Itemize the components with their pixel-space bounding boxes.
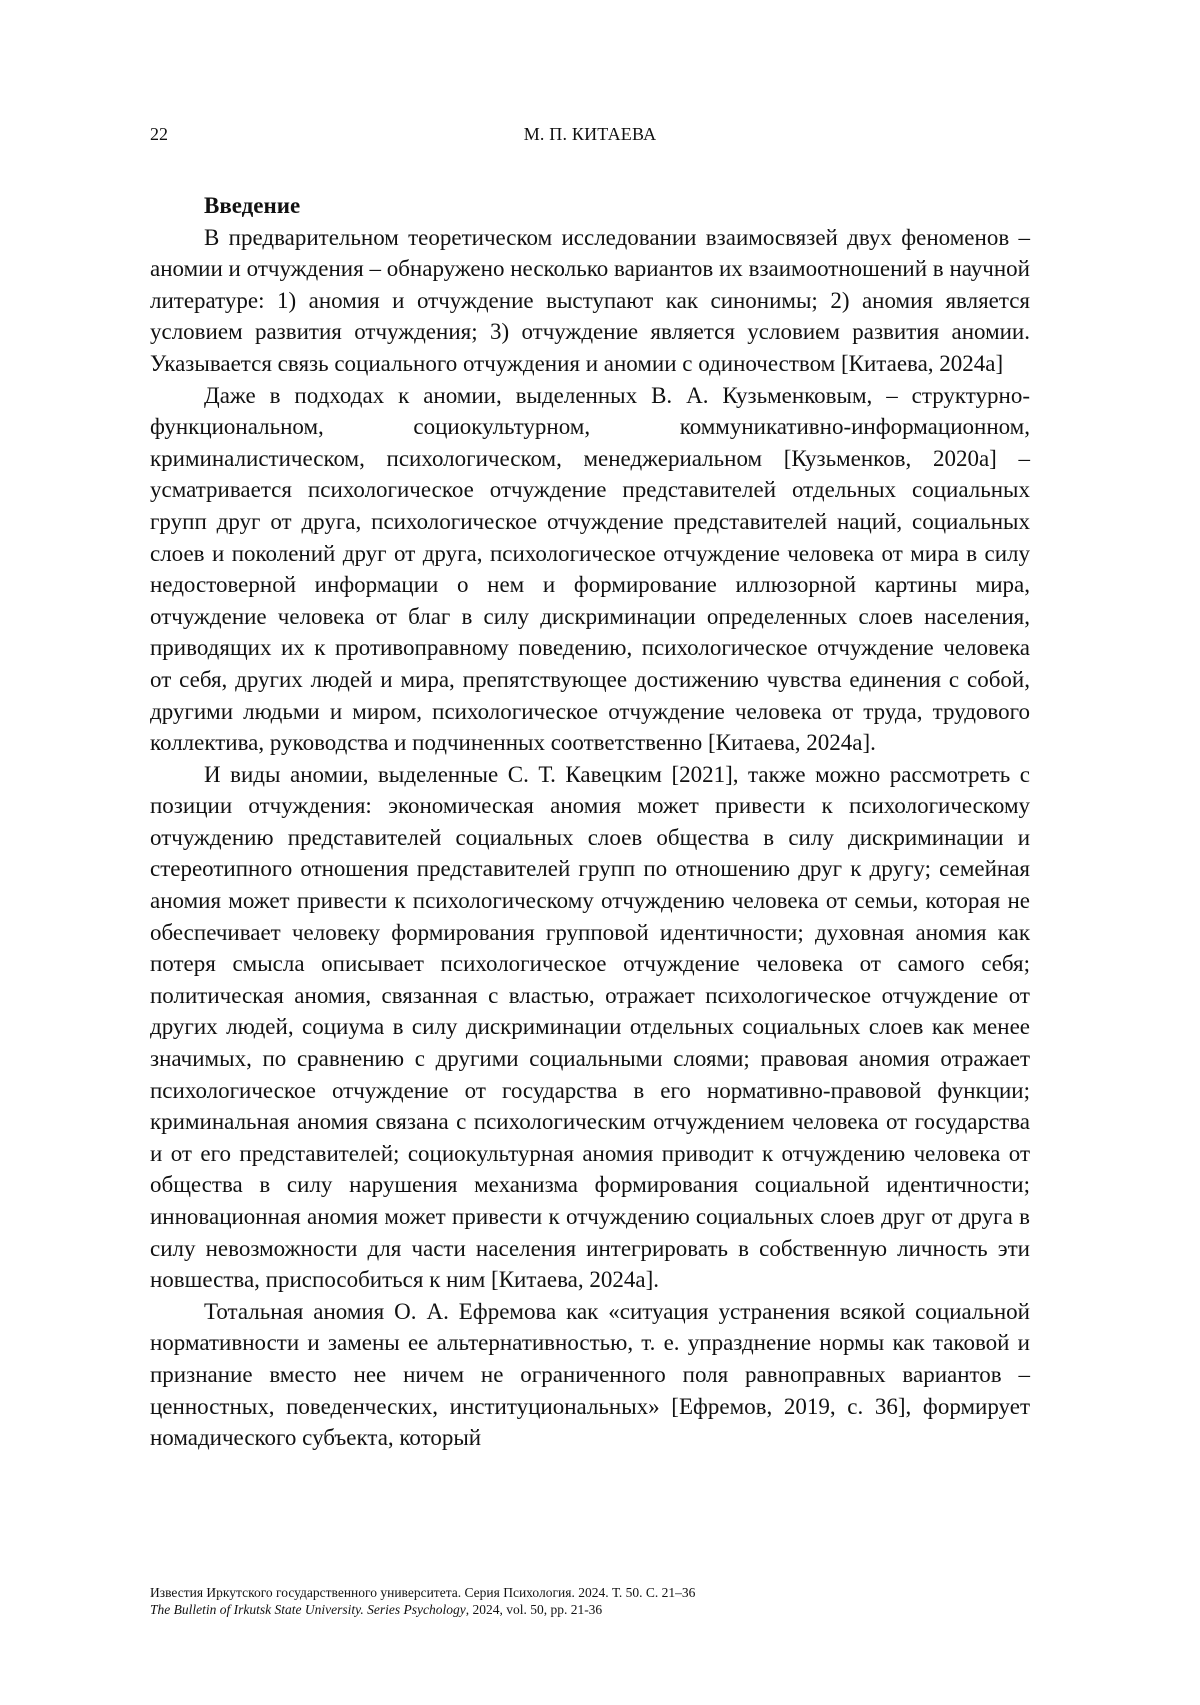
footer-english-details: , 2024, vol. 50, pp. 21-36 — [465, 1602, 603, 1617]
page-number: 22 — [150, 124, 168, 144]
paragraph-3: И виды аномии, выделенные С. Т. Кавецким [2021], также можно рассмотреть с позиции отчуждения: экономическая аномия может привести к психологическому отчуждению представителей социальных слоев общества в силу дискриминации и стереотипного отношения представителей групп по отношению друг к другу; семейная аномия может привести к психологическому отчуждению человека от семьи, которая не обеспечивает человеку формирования групповой идентичности; духовная аномия как потеря смысла описывает психологическое отчуждение человека от самого себя; политическая аномия, связанная с властью, отражает психологическое отчуждение от других людей, социума в силу дискриминации отдельных социальных слоев как менее значимых, по сравнению с другими социальными слоями; правовая аномия отражает психологическое отчуждение от государства в его нормативно-правовой функции; криминальная аномия связана с психологическим отчуждением человека от государства и от его представителей; социокультурная аномия приводит к отчуждению человека от общества в силу нарушения механизма формирования социальной идентичности; инновационная аномия может привести к отчуждению социальных слоев друг от друга в силу невозможности для части населения интегрировать в собственную личность эти новшества, приспособиться к ним [Китаева, 2024а]. — [150, 761, 1030, 1293]
section-heading: Введение — [204, 193, 301, 218]
journal-footer — [150, 1584, 1030, 1618]
paragraph-4: Тотальная аномия О. А. Ефремова как «ситуация устранения всякой социальной нормативности и замены ее альтернативностью, т. е. упразднение нормы как таковой и признание вместо нее ничем не ограниченного поля равноправных вариантов – ценностных, поведенческих, институциональных» [Ефремов, 2019, с. 36], формирует номадического субъекта, который — [150, 1298, 1030, 1451]
footer-russian-citation: Известия Иркутского государственного университета. Серия Психология. 2024. Т. 50. С. 21–36 — [150, 1585, 696, 1600]
running-header — [150, 124, 1030, 154]
author-name: М. П. КИТАЕВА — [523, 124, 657, 144]
footer-english-journal: The Bulletin of Irkutsk State University. Series Psychology — [150, 1602, 466, 1617]
paragraph-2: Даже в подходах к аномии, выделенных В. А. Кузьменковым, – структурно-функциональном, социокультурном, коммуникативно-информационном, криминалистическом, психологическом, менеджериальном [Кузьменков, 2020а] – усматривается психологическое отчуждение представителей отдельных социальных групп друг от друга, психологическое отчуждение представителей наций, социальных слоев и поколений друг от друга, психологическое отчуждение человека от мира в силу недостоверной информации о нем и формирование иллюзорной картины мира, отчуждение человека от благ в силу дискриминации определенных слоев населения, приводящих их к противоправному поведению, психологическое отчуждение человека от себя, других людей и мира, препятствующее достижению чувства единения с собой, другими людьми и миром, психологическое отчуждение человека от труда, трудового коллектива, руководства и подчиненных соответственно [Китаева, 2024а]. — [150, 382, 1030, 756]
article-body — [150, 190, 1030, 1454]
footer-english-citation — [150, 1601, 1030, 1618]
paragraph-1: В предварительном теоретическом исследовании взаимосвязей двух феноменов – аномии и отчуждения – обнаружено несколько вариантов их взаимоотношений в научной литературе: 1) аномия и отчуждение выступают как синонимы; 2) аномия является условием развития отчуждения; 3) отчуждение является условием развития аномии. Указывается связь социального отчуждения и аномии с одиночеством [Китаева, 2024а] — [150, 224, 1030, 376]
